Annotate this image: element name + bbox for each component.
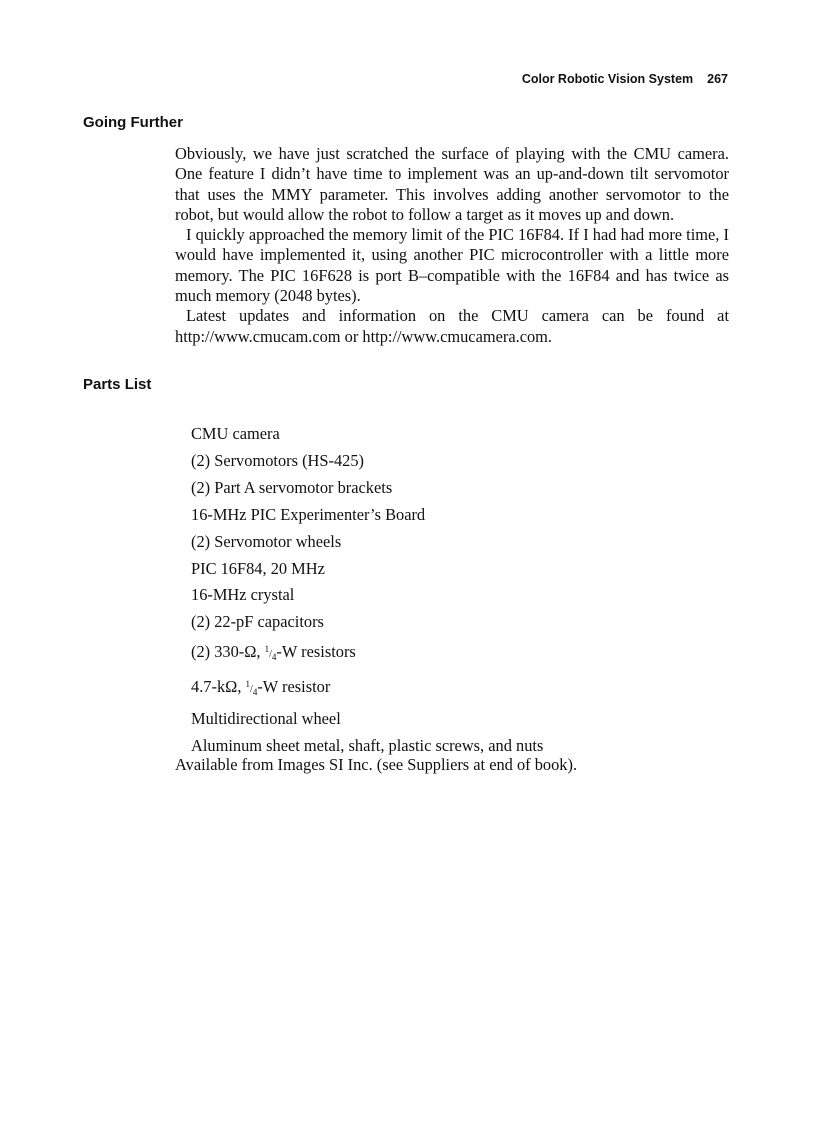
list-item: CMU camera [191,424,280,443]
list-item [191,636,543,671]
section-heading-parts-list: Parts List [83,376,152,393]
item-text: (2) 330-Ω, [191,642,265,662]
running-title: Color Robotic Vision System [521,72,694,86]
item-text: 4.7-kΩ, [191,677,246,697]
fraction: $^1/_4$ [264,644,277,663]
list-item: (2) Servomotor wheels [191,531,342,551]
paragraph: Latest updates and information on the CMU camera can be found at http://www.cmucam.com or http://www.cmucamera.com. [175,306,729,346]
going-further-body [175,144,729,347]
list-item: (2) Servomotors (HS-425) [191,450,364,470]
paragraph: I quickly approached the memory limit of the PIC 16F84. If I had had more time, I would have implemented it, using another PIC microcontroller with a little more memory. The PIC 16F628 is port B–compatible with the 16F84 and has twice as much memory (2048 bytes). [175,225,729,306]
list-item: Multidirectional wheel [191,709,341,729]
fraction-denominator: 4 [252,687,258,698]
paragraph: Obviously, we have just scratched the surface of playing with the CMU camera. One feature I didn’t have time to implement was an up-and-down tilt servomotor that uses the MMY parameter. This involves adding another servomotor to the robot, but would allow the robot to follow a target as it moves up and down. [175,144,729,224]
availability-note: Available from Images SI Inc. (see Suppliers at end of book). [175,755,578,774]
fraction: $^1/_4$ [245,679,258,698]
list-item: 16-MHz PIC Experimenter’s Board [191,504,426,524]
item-text: -W resistors [276,642,356,662]
fraction-denominator: 4 [271,652,277,663]
fraction-numerator: 1 [264,644,270,655]
list-item: PIC 16F84, 20 MHz [191,558,325,578]
section-heading-going-further: Going Further [83,114,183,131]
fraction-numerator: 1 [245,679,251,690]
parts-list [191,421,543,760]
item-text: -W resistor [257,677,331,697]
list-item: 16-MHz crystal [191,585,295,605]
list-item: (2) 22-pF capacitors [191,612,324,632]
page-number: 267 [707,72,728,86]
list-item: (2) Part A servomotor brackets [191,477,393,497]
list-item: Aluminum sheet metal, shaft, plastic screws, and nuts [191,735,544,755]
list-item [191,671,543,706]
running-header [522,72,728,86]
